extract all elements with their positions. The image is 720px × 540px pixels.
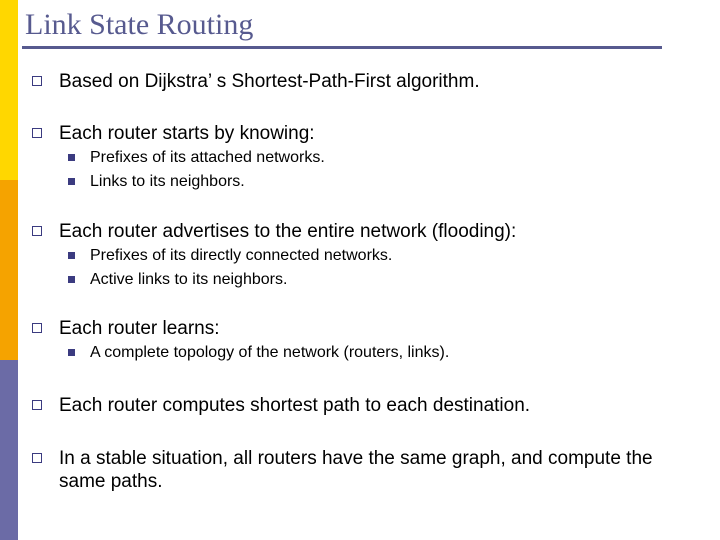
bullet-text: Each router starts by knowing: xyxy=(59,123,315,144)
bullet-marker xyxy=(32,226,42,236)
bullet-marker xyxy=(32,76,42,86)
accent-segment-orange xyxy=(0,180,18,360)
sub-bullet-text: Links to its neighbors. xyxy=(90,173,245,190)
side-accent-bar xyxy=(0,0,18,540)
bullet-text: In a stable situation, all routers have the same graph, and compute the same paths. xyxy=(59,448,653,492)
accent-segment-blue xyxy=(0,360,18,540)
bullet-text: Each router learns: xyxy=(59,318,220,339)
accent-segment-yellow xyxy=(0,0,18,180)
sub-bullet-text: Prefixes of its attached networks. xyxy=(90,149,325,166)
sub-bullet-marker xyxy=(68,178,75,185)
sub-bullet-marker xyxy=(68,154,75,161)
bullet-text: Each router computes shortest path to each destination. xyxy=(59,395,531,416)
sub-bullet-marker xyxy=(68,276,75,283)
sub-bullet-text: A complete topology of the network (routers, links). xyxy=(90,344,450,361)
slide-title: Link State Routing xyxy=(25,8,254,41)
sub-bullet-marker xyxy=(68,349,75,356)
bullet-marker xyxy=(32,323,42,333)
bullet-marker xyxy=(32,128,42,138)
sub-bullet-text: Prefixes of its directly connected networks. xyxy=(90,247,393,264)
bullet-marker xyxy=(32,453,42,463)
title-underline xyxy=(22,46,662,49)
bullet-marker xyxy=(32,400,42,410)
sub-bullet-text: Active links to its neighbors. xyxy=(90,271,288,288)
sub-bullet-marker xyxy=(68,252,75,259)
bullet-text: Based on Dijkstra’ s Shortest-Path-First algorithm. xyxy=(59,71,480,92)
bullet-text: Each router advertises to the entire network (flooding): xyxy=(59,221,517,242)
